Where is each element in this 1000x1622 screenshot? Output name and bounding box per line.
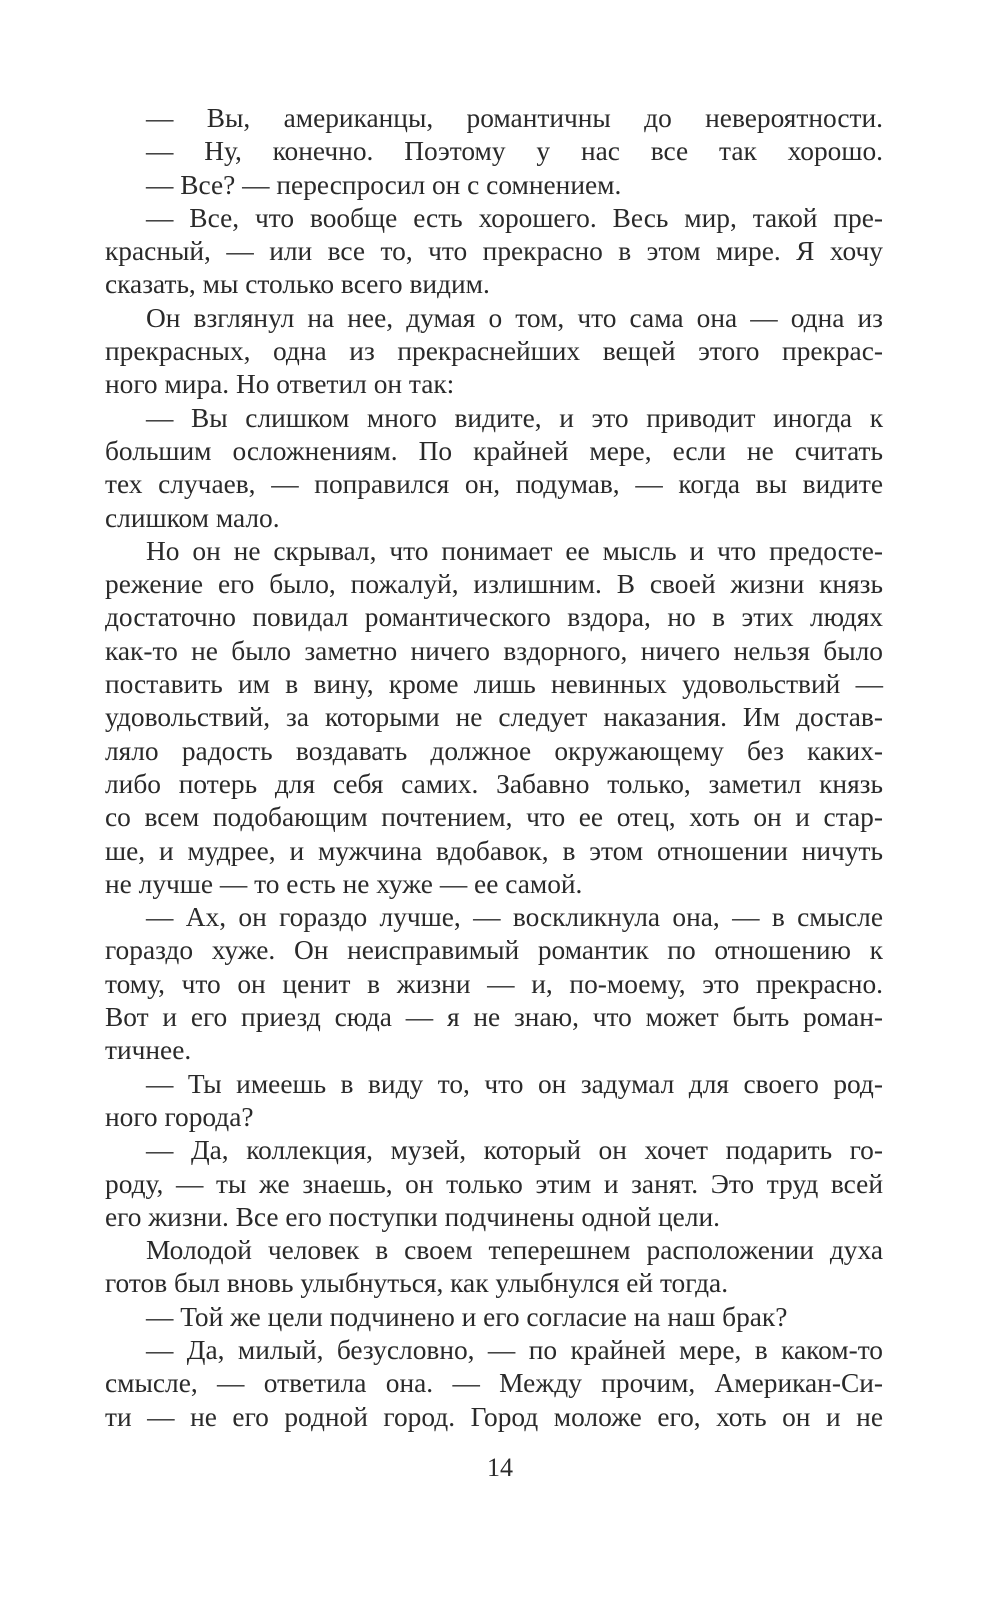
text-line: тех случаев, — поправился он, подумав, — когда вы видите [105, 469, 883, 500]
text-line: удовольствий, за которыми не следует наказания. Им достав- [105, 702, 883, 733]
text-line: ного города? [105, 1101, 254, 1132]
text-line: — Да, коллекция, музей, который он хочет подарить го- [146, 1135, 883, 1166]
text-line: — Вы, американцы, романтичны до невероятности. [146, 103, 883, 133]
text-line: — Все? — переспросил он с сомнением. [146, 169, 622, 200]
text-line: тому, что он ценит в жизни — и, по-моему, это прекрасно. [105, 968, 883, 999]
text-line: — Ну, конечно. Поэтому у нас все так хорошо. [146, 136, 883, 167]
text-line: ти — не его родной город. Город моложе его, хоть он и не [105, 1401, 883, 1432]
text-line: прекрасных, одна из прекраснейших вещей этого прекрас- [105, 336, 883, 367]
text-line: режение его было, пожалуй, излишним. В своей жизни князь [105, 569, 883, 600]
text-line: красный, — или все то, что прекрасно в этом мире. Я хочу [105, 236, 883, 267]
text-line: — Все, что вообще есть хорошего. Весь мир, такой пре- [146, 202, 883, 233]
text-line: Но он не скрывал, что понимает ее мысль и что предосте- [146, 535, 883, 566]
text-line: слишком мало. [105, 502, 280, 533]
text-line: гораздо хуже. Он неисправимый романтик по отношению к [105, 935, 883, 966]
text-line: поставить им в вину, кроме лишь невинных удовольствий — [105, 669, 883, 700]
text-line: — Да, милый, безусловно, — по крайней мере, в каком-то [146, 1334, 883, 1365]
text-line: готов был вновь улыбнуться, как улыбнулся ей тогда. [105, 1268, 729, 1299]
page-text [105, 102, 883, 1434]
text-line: либо потерь для себя самих. Забавно только, заметил князь [105, 768, 883, 799]
text-line: ляло радость воздавать должное окружающему без каких- [105, 735, 883, 766]
text-line: Он взглянул на нее, думая о том, что сама она — одна из [146, 302, 883, 333]
text-line: тичнее. [105, 1035, 192, 1066]
text-line: — Ах, он гораздо лучше, — воскликнула она, — в смысле [146, 902, 883, 933]
text-line: — Той же цели подчинено и его согласие на наш брак? [146, 1301, 788, 1332]
text-line: Молодой человек в своем теперешнем расположении духа [146, 1235, 883, 1266]
text-line: его жизни. Все его поступки подчинены одной цели. [105, 1201, 721, 1232]
text-line: ше, и мудрее, и мужчина вдобавок, в этом отношении ничуть [105, 835, 883, 866]
text-line: как-то не было заметно ничего вздорного, ничего нельзя было [105, 635, 883, 666]
text-line: сказать, мы столько всего видим. [105, 269, 490, 300]
text-line: со всем подобающим почтением, что ее отец, хоть он и стар- [105, 802, 883, 833]
text-line: — Ты имеешь в виду то, что он задумал для своего род- [146, 1068, 883, 1099]
text-line: большим осложнениям. По крайней мере, если не считать [105, 435, 883, 466]
text-line: Вот и его приезд сюда — я не знаю, что может быть роман- [105, 1002, 883, 1033]
text-line: смысле, — ответила она. — Между прочим, Американ-Си- [105, 1368, 883, 1399]
text-line: ного мира. Но ответил он так: [105, 369, 455, 400]
text-line: роду, — ты же знаешь, он только этим и занят. Это труд всей [105, 1168, 883, 1199]
text-line: не лучше — то есть не хуже — ее самой. [105, 868, 583, 899]
page-number: 14 [487, 1453, 513, 1482]
text-line: достаточно повидал романтического вздора, но в этих людях [105, 602, 883, 633]
text-line: — Вы слишком много видите, и это приводит иногда к [146, 402, 883, 433]
